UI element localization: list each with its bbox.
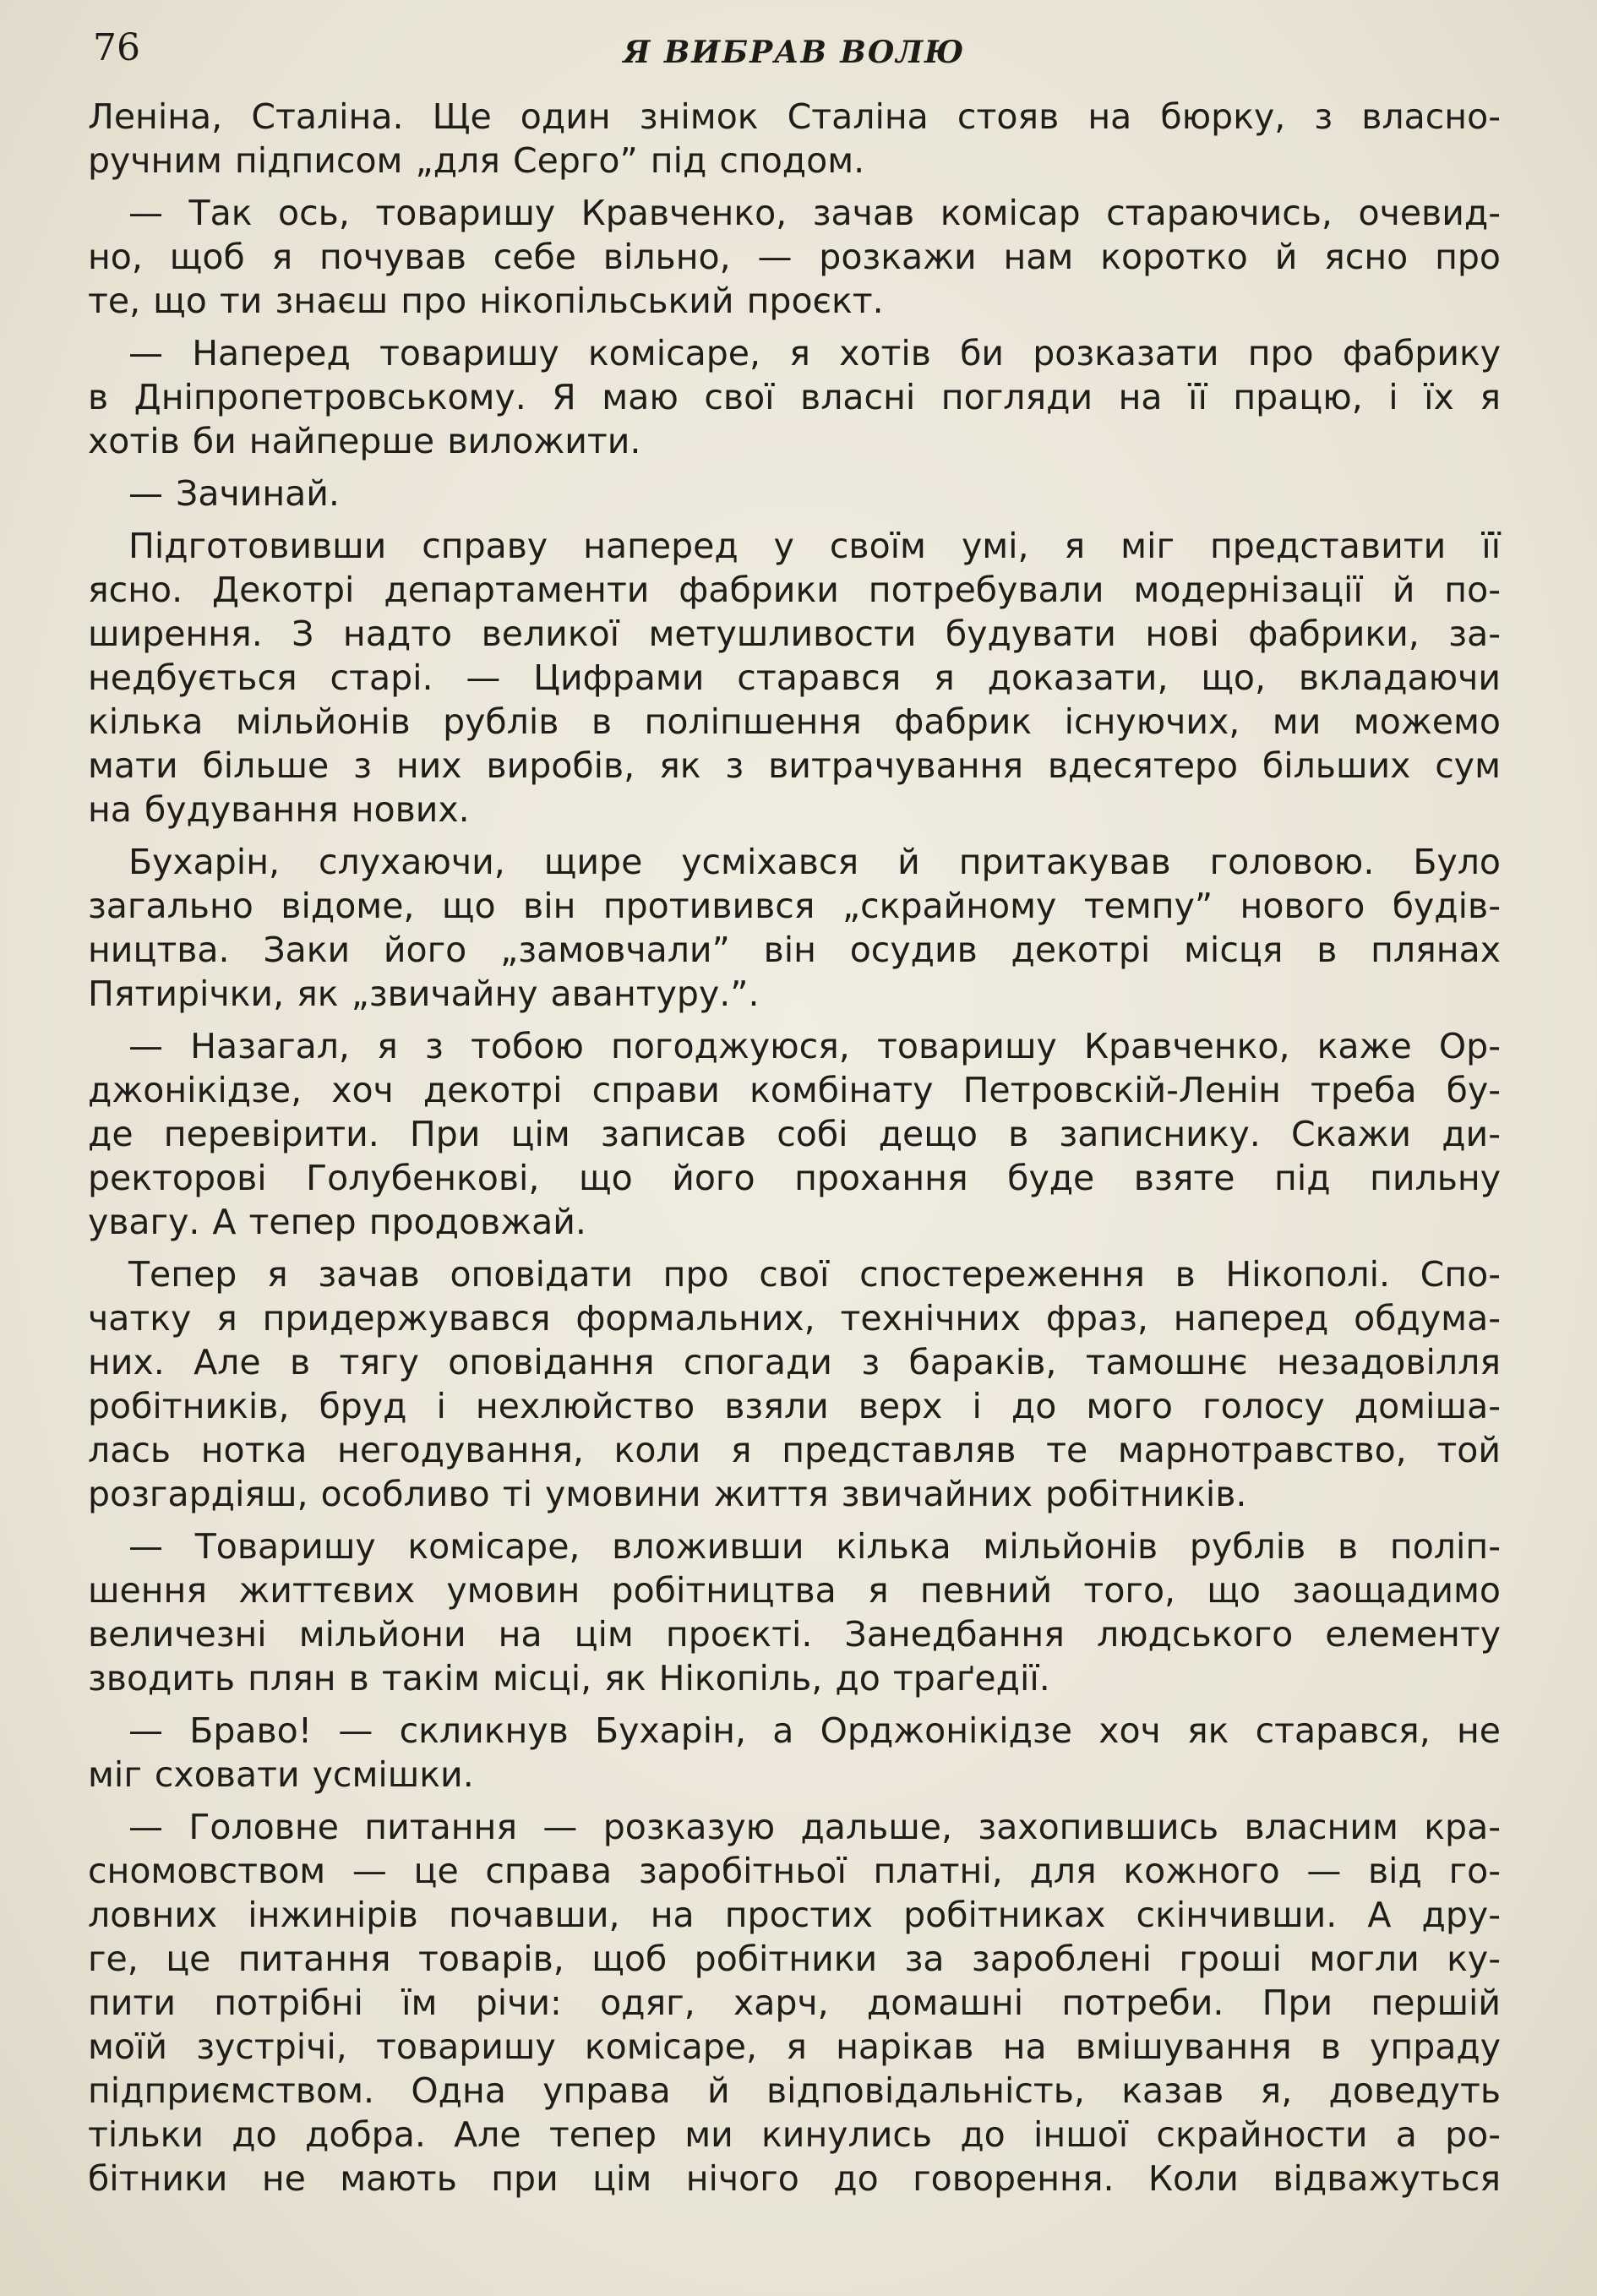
page-number: 76: [93, 26, 140, 69]
text-line: лась нотка негодування, коли я представляв те марнотравство, той: [88, 1430, 1501, 1470]
text-line: — Браво! — скликнув Бухарін, а Орджонікідзе хоч як старався, не: [128, 1710, 1501, 1751]
paragraph: [88, 840, 1501, 1016]
text-line: ництва. Заки його „замовчали” він осудив декотрі місця в плянах: [88, 930, 1501, 970]
text-line: мати більше з них виробів, як з витрачування вдесятеро більших сум: [88, 745, 1501, 786]
text-line: ширення. З надто великої метушливости будувати нові фабрики, за-: [88, 614, 1501, 654]
text-line: те, що ти знаєш про нікопільський проєкт.: [88, 281, 884, 321]
text-line: ге, це питання товарів, щоб робітники за зароблені гроші могли ку-: [88, 1939, 1501, 1979]
text-line: в Дніпропетровському. Я маю свої власні погляди на її працю, і їх я: [88, 377, 1501, 417]
text-line: джонікідзе, хоч декотрі справи комбінату Петровскій-Ленін треба бу-: [88, 1070, 1501, 1110]
text-line: Бухарін, слухаючи, щире усміхався й притакував головою. Було: [128, 842, 1501, 882]
text-line: Пятирічки, як „звичайну авантуру.”.: [88, 973, 760, 1014]
text-line: тільки до добра. Але тепер ми кинулись до іншої скрайности а ро-: [88, 2114, 1501, 2155]
text-line: Підготовивши справу наперед у своїм умі, я міг представити її: [128, 526, 1501, 566]
text-line: ректорові Голубенкові, що його прохання буде взяте під пильну: [88, 1158, 1501, 1198]
text-line: — Назагал, я з тобою погоджуюся, товаришу Кравченко, каже Ор-: [128, 1026, 1501, 1066]
text-line: де перевірити. При цім записав собі дещо в записнику. Скажи ди-: [88, 1114, 1501, 1154]
text-line: бітники не мають при цім нічого до говорення. Коли відважуться: [88, 2158, 1501, 2199]
running-title: Я ВИБРАВ ВОЛЮ: [623, 35, 966, 70]
paragraph: [88, 1805, 1501, 2201]
text-line: хотів би найперше виложити.: [88, 421, 641, 461]
text-line: сномовством — це справа заробітньої платні, для кожного — від го-: [88, 1851, 1501, 1891]
text-line: ловних інжинірів почавши, на простих робітниках скінчивши. А дру-: [88, 1895, 1501, 1935]
text-line: шення життєвих умовин робітництва я певний того, що заощадимо: [88, 1570, 1501, 1611]
paragraph: [88, 1709, 1501, 1797]
text-line: розгардіяш, особливо ті умовини життя звичайних робітників.: [88, 1474, 1247, 1514]
text-line: величезні мільйони на цім проєкті. Занедбання людського елементу: [88, 1614, 1501, 1655]
text-line: — Головне питання — розказую дальше, захопившись власним кра-: [128, 1807, 1501, 1847]
paragraph: [88, 331, 1501, 463]
text-line: робітників, бруд і нехлюйство взяли верх і до мого голосу доміша-: [88, 1386, 1501, 1426]
text-line: кілька мільйонів рублів в поліпшення фабрик існуючих, ми можемо: [88, 701, 1501, 742]
paragraph: [88, 95, 1501, 183]
text-line: підприємством. Одна управа й відповідальність, казав я, доведуть: [88, 2070, 1501, 2111]
page-header: [93, 19, 1496, 78]
text-line: но, щоб я почував себе вільно, — розкажи нам коротко й ясно про: [88, 237, 1501, 277]
paragraph: [88, 1024, 1501, 1244]
text-line: загально відоме, що він противився „скрайному темпу” нового будів-: [88, 886, 1501, 926]
text-line: них. Але в тягу оповідання спогади з бараків, тамошнє незадовілля: [88, 1342, 1501, 1383]
paragraph: [88, 1524, 1501, 1700]
body-text: [88, 95, 1501, 2209]
text-line: — Зачинай.: [128, 473, 340, 514]
paragraph: [88, 191, 1501, 323]
text-line: зводить плян в такім місці, як Нікопіль, до траґедії.: [88, 1658, 1050, 1699]
text-line: ручним підписом „для Серго” під сподом.: [88, 140, 865, 181]
text-line: пити потрібні їм річи: одяг, харч, домашні потреби. При першій: [88, 1982, 1501, 2023]
text-line: — Наперед товаришу комісаре, я хотів би розказати про фабрику: [128, 333, 1501, 374]
text-line: — Так ось, товаришу Кравченко, зачав комісар стараючись, очевид-: [128, 193, 1501, 233]
paragraph: [88, 1252, 1501, 1516]
paragraph: [88, 472, 1501, 515]
text-line: увагу. А тепер продовжай.: [88, 1202, 586, 1242]
text-line: міг сховати усмішки.: [88, 1754, 474, 1795]
text-line: Тепер я зачав оповідати про свої спостереження в Нікополі. Спо-: [128, 1254, 1501, 1295]
text-line: Леніна, Сталіна. Ще один знімок Сталіна стояв на бюрку, з власно-: [88, 96, 1501, 137]
text-line: недбується старі. — Цифрами старався я доказати, що, вкладаючи: [88, 657, 1501, 698]
text-line: ясно. Декотрі департаменти фабрики потребували модернізації й по-: [88, 570, 1501, 610]
paragraph: [88, 524, 1501, 832]
text-line: — Товаришу комісаре, вложивши кілька мільйонів рублів в поліп-: [128, 1526, 1501, 1567]
text-line: на будування нових.: [88, 789, 470, 830]
text-line: моїй зустрічі, товаришу комісаре, я нарікав на вмішування в упраду: [88, 2026, 1501, 2067]
text-line: чатку я придержувався формальних, технічних фраз, наперед обдума-: [88, 1298, 1501, 1339]
